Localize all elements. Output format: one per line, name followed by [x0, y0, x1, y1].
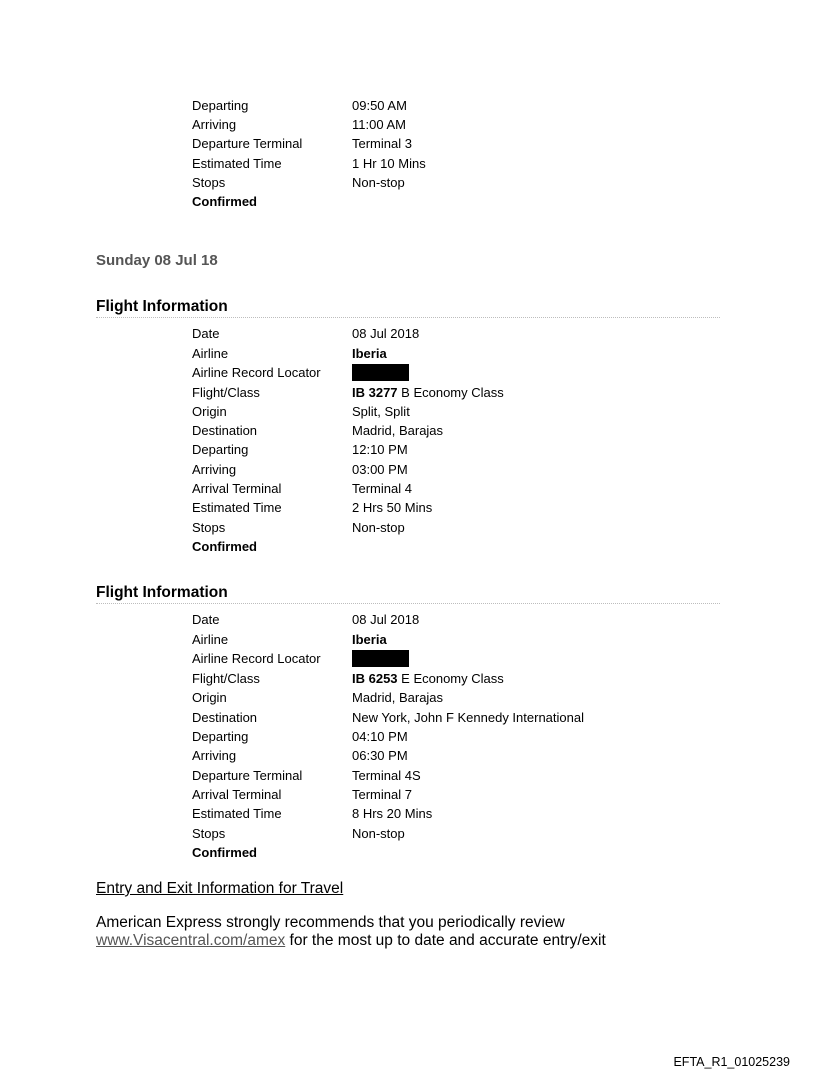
detail-value: Iberia [352, 346, 387, 361]
detail-label: Arrival Terminal [192, 481, 282, 496]
detail-label: Arriving [192, 117, 237, 132]
redacted-value [352, 650, 409, 668]
detail-label: Origin [192, 690, 227, 705]
detail-value: Non-stop [352, 175, 405, 190]
detail-value: 03:00 PM [352, 462, 408, 477]
detail-label: Departure Terminal [192, 136, 303, 151]
detail-label: Destination [192, 710, 258, 725]
detail-label: Arrival Terminal [192, 787, 282, 802]
detail-label: Arriving [192, 462, 237, 477]
detail-label: Stops [192, 826, 226, 841]
detail-value: 8 Hrs 20 Mins [352, 806, 433, 821]
detail-label: Airline [192, 632, 229, 647]
detail-value [352, 384, 504, 402]
detail-value: Terminal 4S [352, 768, 421, 783]
detail-label: Departing [192, 729, 249, 744]
detail-value: Madrid, Barajas [352, 423, 444, 438]
detail-label: Flight/Class [192, 385, 260, 400]
status-confirmed: Confirmed [192, 194, 257, 209]
detail-label: Departing [192, 442, 249, 457]
detail-value: Terminal 4 [352, 481, 412, 496]
detail-value: Non-stop [352, 520, 405, 535]
redacted-value [352, 364, 409, 382]
status-confirmed: Confirmed [192, 845, 257, 860]
detail-value: 1 Hr 10 Mins [352, 156, 426, 171]
detail-value: 08 Jul 2018 [352, 612, 420, 627]
detail-value: 2 Hrs 50 Mins [352, 500, 433, 515]
paragraph-text: for the most up to date and accurate entry/exit [285, 932, 606, 949]
detail-label: Estimated Time [192, 156, 282, 171]
detail-value: Non-stop [352, 826, 405, 841]
detail-value: Iberia [352, 632, 387, 647]
flight-class: E Economy Class [397, 671, 504, 686]
entry-exit-heading: Entry and Exit Information for Travel [96, 880, 344, 897]
status-confirmed: Confirmed [192, 539, 257, 554]
section-title-flight-information: Flight Information [96, 297, 720, 318]
detail-value: Madrid, Barajas [352, 690, 444, 705]
detail-label: Stops [192, 520, 226, 535]
detail-label: Airline Record Locator [192, 651, 321, 666]
detail-value: 06:30 PM [352, 748, 408, 763]
detail-label: Stops [192, 175, 226, 190]
detail-label: Estimated Time [192, 806, 282, 821]
entry-exit-paragraph [96, 914, 716, 950]
detail-label: Departure Terminal [192, 768, 303, 783]
detail-value: New York, John F Kennedy International [352, 710, 584, 725]
paragraph-text: American Express strongly recommends that you periodically review [96, 914, 565, 931]
detail-label: Airline [192, 346, 229, 361]
flight-number: IB 6253 [352, 671, 398, 686]
detail-label: Flight/Class [192, 671, 260, 686]
redaction-box [352, 650, 409, 667]
document-id-footer: EFTA_R1_01025239 [673, 1055, 790, 1069]
detail-label: Estimated Time [192, 500, 282, 515]
detail-value: 12:10 PM [352, 442, 408, 457]
detail-value: 08 Jul 2018 [352, 326, 420, 341]
redaction-box [352, 364, 409, 381]
detail-label: Destination [192, 423, 258, 438]
detail-value [352, 670, 504, 688]
detail-label: Date [192, 326, 220, 341]
detail-label: Date [192, 612, 220, 627]
day-heading: Sunday 08 Jul 18 [96, 252, 218, 269]
detail-label: Airline Record Locator [192, 365, 321, 380]
visacentral-link[interactable]: www.Visacentral.com/amex [96, 932, 286, 949]
detail-label: Arriving [192, 748, 237, 763]
flight-number: IB 3277 [352, 385, 398, 400]
detail-value: Terminal 7 [352, 787, 412, 802]
detail-value: 09:50 AM [352, 98, 407, 113]
section-title-flight-information: Flight Information [96, 583, 720, 604]
flight-class: B Economy Class [397, 385, 504, 400]
detail-label: Departing [192, 98, 249, 113]
detail-value: 11:00 AM [352, 117, 406, 132]
detail-value: Split, Split [352, 404, 410, 419]
detail-value: 04:10 PM [352, 729, 408, 744]
detail-value: Terminal 3 [352, 136, 412, 151]
detail-label: Origin [192, 404, 227, 419]
